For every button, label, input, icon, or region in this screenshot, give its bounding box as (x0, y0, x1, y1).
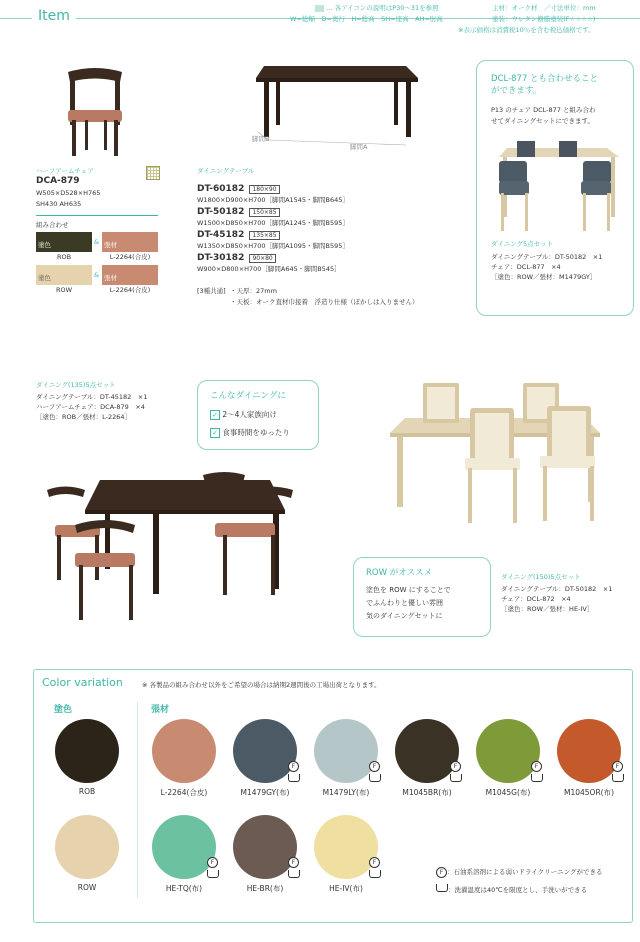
color-swatch (42, 815, 132, 897)
table-dims: W1350×D850×H700［脚間A1095・脚間B595］ (197, 242, 349, 250)
dryclean-icon: F (369, 857, 380, 868)
dark-dining-set-image (45, 465, 295, 625)
dimension-legend: W=総幅 D=奥行 H=総高 SH=座高 AH=肘高 (290, 15, 443, 23)
divider (36, 215, 158, 216)
swatch-circle (55, 719, 119, 783)
table-image (246, 60, 426, 155)
swatch-circle (55, 815, 119, 879)
dryclean-icon: F (207, 857, 218, 868)
handwash-icon (288, 774, 300, 782)
swatch-label: HE-IV(布) (329, 884, 363, 893)
check-item: ✓ 2～4人家族向け (210, 409, 277, 420)
legend-f: F ：石油系溶剤による弱いドライクリーニングができる (436, 867, 603, 878)
dryclean-icon: F (450, 761, 461, 772)
note-body: P13 のチェア DCL-877 と組み合わ せてダイニングセットにできます。 (491, 106, 596, 125)
combo-row (36, 265, 158, 295)
swatch-circle (152, 719, 216, 783)
table-item (197, 176, 397, 204)
handwash-icon (436, 884, 448, 892)
color-swatch (463, 719, 553, 801)
color-swatch (42, 719, 132, 801)
dryclean-icon: F (436, 867, 447, 878)
set135-detail: ダイニングテーブル：DT-45182 ×1 ハーフアームチェア：DCA-879 ×4 ［塗色：ROB／張材：L-2264］ (36, 393, 148, 421)
color-swatch (301, 815, 391, 897)
dryclean-icon: F (612, 761, 623, 772)
set135-title: ダイニング(135)5点セット (36, 381, 116, 389)
legend-wash: ：洗濯温度は40℃を限度とし、手洗いができる (436, 884, 587, 895)
table-model: DT-60182 (197, 184, 245, 194)
page-title: Item (32, 8, 76, 24)
handwash-icon (450, 774, 462, 782)
check-item: ✓ 食事時間をゆったり (210, 427, 290, 438)
color-swatch (382, 719, 472, 801)
row-note-title: ROW がオススメ (366, 568, 433, 578)
swatch-rob: 塗色 (36, 232, 92, 252)
leg-a-label: 脚間A (350, 143, 368, 151)
combo-row (36, 232, 158, 262)
swatch-label: ROB (78, 787, 96, 796)
table-category: ダイニングテーブル (197, 167, 255, 175)
table-dims: W900×D800×H700［脚間A645・脚間B545］ (197, 265, 341, 273)
row-note-box (353, 557, 491, 637)
dryclean-icon: F (288, 761, 299, 772)
fabric-title: 張材 (151, 705, 170, 715)
common-thickness: ・天厚：27mm (230, 287, 277, 295)
table-list (197, 176, 397, 273)
swatch-label: ROW (77, 883, 97, 892)
swatch-label: M1045G(布) (485, 788, 531, 797)
handwash-icon (207, 870, 219, 878)
dryclean-icon: F (288, 857, 299, 868)
swatch-row: 塗色 (36, 265, 92, 285)
set150-detail: ダイニングテーブル：DT-50182 ×1 チェア：DCL-872 ×4 ［塗色：ROW／張材：HE-IV］ (501, 585, 613, 613)
icon-legend-text: … 各アイコンの説明はP30～31を参照 (326, 4, 439, 12)
color-variation-box (33, 669, 633, 923)
chair-dims-seat: SH430 AH635 (36, 200, 82, 208)
swatch-label: HE-BR(布) (246, 884, 284, 893)
chair-model: DCA-879 (36, 176, 80, 186)
swatch-label: L-2264(合皮) (160, 788, 208, 797)
chair-dims: W505×D528×H765 (36, 189, 101, 197)
swatch-label: M1479LY(布) (322, 788, 370, 797)
finish-line: 塗装：ウレタン樹脂塗装(F☆☆☆☆) (492, 15, 596, 23)
vertical-divider (137, 702, 138, 898)
color-swatch (301, 719, 391, 801)
ampersand-icon: & (94, 238, 100, 246)
material-line: 主材：オーク材 ／寸法単位：mm (492, 4, 596, 12)
table-dims: W1800×D900×H700［脚間A1545・脚間B645］ (197, 196, 349, 204)
color-swatch (139, 719, 229, 801)
handwash-icon (288, 870, 300, 878)
ampersand-icon: & (94, 271, 100, 279)
handwash-icon (369, 774, 381, 782)
swatch-label: M1479GY(布) (240, 788, 290, 797)
paint-code: ROW (55, 286, 73, 294)
tax-note: ※表示価格は消費税10％を含む税込価格です。 (458, 26, 595, 34)
swatch-label: M1045BR(布) (402, 788, 452, 797)
handwash-icon (531, 774, 543, 782)
handwash-icon (612, 774, 624, 782)
size-tag: 90×80 (249, 254, 275, 263)
table-model: DT-30182 (197, 253, 245, 263)
size-tag: 150×85 (249, 208, 279, 217)
paint-title: 塗色 (54, 705, 73, 715)
color-swatch (220, 815, 310, 897)
set150-title: ダイニング(150)5点セット (501, 573, 581, 581)
handwash-icon (369, 870, 381, 878)
chair-image (60, 62, 130, 157)
common-title: [3種共通] (197, 287, 226, 295)
leg-b-label: 脚間B (252, 135, 270, 143)
grid-icon (146, 166, 160, 180)
fabric-code: L-2264(合皮) (109, 286, 151, 294)
dryclean-icon: F (531, 761, 542, 772)
checkbox-icon: ✓ (210, 410, 220, 420)
light-dining-set-image (385, 378, 610, 528)
color-swatch (139, 815, 229, 897)
color-title: Color variation (42, 676, 123, 689)
chair-category: ハーフアームチェア (36, 167, 94, 175)
color-swatch (544, 719, 634, 801)
size-tag: 180×90 (249, 185, 279, 194)
combo-title: 組み合わせ (36, 221, 69, 229)
row-note-body: 塗色を ROW にすることで でふんわりと優しい雰囲 気のダイニングセットに (366, 586, 451, 620)
table-model: DT-50182 (197, 207, 245, 217)
checkbox-icon: ✓ (210, 428, 220, 438)
icon-legend-square (315, 5, 324, 12)
size-tag: 135×85 (249, 231, 279, 240)
konna-box (197, 380, 319, 450)
dcl-set-image (497, 133, 622, 233)
common-top: ・天板：オーク直材巾接着 浮造り仕様（ぼかしは入りません） (230, 298, 419, 306)
table-model: DT-45182 (197, 230, 245, 240)
dryclean-icon: F (369, 761, 380, 772)
color-swatch (220, 719, 310, 801)
swatch-fabric: 張材 (102, 232, 158, 252)
set-title: ダイニング5点セット (491, 240, 554, 248)
paint-code: ROB (56, 253, 72, 261)
color-note: ※ 各製品の組み合わせ以外をご希望の場合は納期2週間後の工場出荷となります。 (142, 681, 381, 689)
fabric-code: L-2264(合皮) (109, 253, 151, 261)
set-detail: ダイニングテーブル：DT-50182 ×1 チェア：DCL-877 ×4 ［塗色：ROW／張材：M1479GY］ (491, 253, 603, 281)
swatch-label: HE-TQ(布) (165, 884, 203, 893)
swatch-label: M1045OR(布) (563, 788, 615, 797)
table-dims: W1500×D850×H700［脚間A1245・脚間B595］ (197, 219, 349, 227)
swatch-fabric: 張材 (102, 265, 158, 285)
dcl-note-box (476, 60, 634, 316)
note-title: DCL-877 とも合わせること ができます。 (491, 74, 599, 96)
konna-title: こんなダイニングに (210, 391, 286, 401)
